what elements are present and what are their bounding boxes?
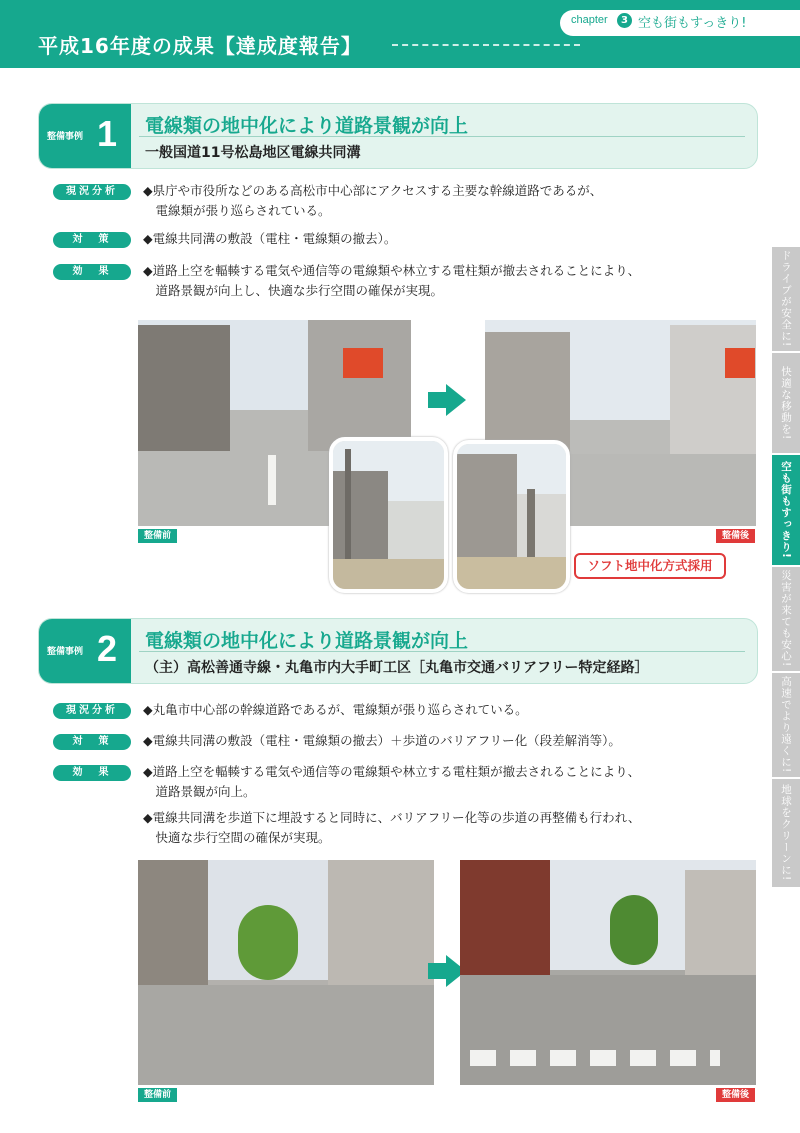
case1-measure-label: 対 策	[53, 232, 131, 248]
case1-analysis-text	[143, 181, 602, 221]
case1-arrow-shaft	[428, 392, 446, 408]
case2-effect-line: ◆電線共同溝を歩道下に埋設すると同時に、バリアフリー化等の歩道の再整備も行われ、	[143, 810, 641, 825]
case2-title-rule	[139, 651, 745, 652]
page-title: 平成16年度の成果【達成度報告】	[38, 34, 362, 58]
case2-effect-label: 効 果	[53, 765, 131, 781]
case2-before-photo	[138, 860, 434, 1085]
header-divider	[392, 44, 580, 46]
side-tab-clean-earth[interactable]: 地球をクリーンに!	[772, 779, 800, 887]
case1-tab-label: 整備事例	[47, 132, 84, 142]
case2-measure-line: ◆電線共同溝の敷設（電柱・電線類の撤去）＋歩道のバリアフリー化（段差解消等）。	[143, 733, 621, 748]
case2-after-photo	[460, 860, 756, 1085]
case1-arrow-icon	[446, 384, 466, 416]
case1-inset-after-photo	[453, 440, 570, 593]
case1-effect-text	[143, 261, 640, 301]
case1-measure-text	[143, 229, 396, 249]
case1-before-tag: 整備前	[138, 529, 177, 543]
case2-measure-text	[143, 731, 621, 751]
chapter-number: 3	[617, 13, 632, 28]
case2-before-tag: 整備前	[138, 1088, 177, 1102]
case2-number: 2	[97, 628, 118, 669]
case1-after-tag: 整備後	[716, 529, 755, 543]
case2-analysis-line: ◆丸亀市中心部の幹線道路であるが、電線類が張り巡らされている。	[143, 702, 528, 717]
case1-analysis-line: ◆県庁や市役所などのある高松市中心部にアクセスする主要な幹線道路であるが、	[143, 183, 603, 198]
case1-subtitle: 一般国道11号松島地区電線共同溝	[145, 145, 361, 161]
case2-effect-line: 快適な歩行空間の確保が実現。	[143, 830, 331, 845]
case2-tab-label: 整備事例	[47, 647, 84, 657]
case1-title: 電線類の地中化により道路景観が向上	[145, 115, 469, 137]
case2-arrow-shaft	[428, 963, 446, 979]
case2-effect-line: ◆道路上空を輻輳する電気や通信等の電線類や林立する電柱類が撤去されることにより、	[143, 764, 641, 779]
case2-analysis-label: 現況分析	[53, 703, 131, 719]
case2-subtitle: （主）高松善通寺線・丸亀市内大手町工区［丸亀市交通バリアフリー特定経路］	[145, 660, 649, 676]
case1-number: 1	[97, 113, 118, 154]
side-tab-disaster-safety[interactable]: 災害が来ても安心!	[772, 567, 800, 671]
case2-title: 電線類の地中化により道路景観が向上	[145, 630, 469, 652]
case2-measure-label: 対 策	[53, 734, 131, 750]
case1-banner	[38, 103, 758, 169]
case1-effect-label: 効 果	[53, 264, 131, 280]
case2-banner	[38, 618, 758, 684]
case1-effect-line: ◆道路上空を輻輳する電気や通信等の電線類や林立する電柱類が撤去されることにより、	[143, 263, 641, 278]
case2-tab	[39, 619, 131, 683]
case1-analysis-label: 現況分析	[53, 184, 131, 200]
case1-tab	[39, 104, 131, 168]
case2-effect-line: 道路景観が向上。	[143, 784, 256, 799]
case2-after-tag: 整備後	[716, 1088, 755, 1102]
chapter-label: chapter	[571, 14, 608, 26]
case1-analysis-line: 電線類が張り巡らされている。	[143, 203, 331, 218]
chapter-title: 空も街もすっきり!	[638, 16, 747, 31]
side-tab-highway-far[interactable]: 高速でより遠くに!	[772, 673, 800, 777]
side-tab-drive-safety[interactable]: ドライブが安全に!	[772, 247, 800, 351]
case1-effect-line: 道路景観が向上し、快適な歩行空間の確保が実現。	[143, 283, 444, 298]
case2-analysis-text	[143, 700, 528, 720]
soft-undergrounding-badge: ソフト地中化方式採用	[574, 553, 726, 579]
case2-effect-text	[143, 762, 640, 848]
case1-inset-before-photo	[329, 437, 448, 593]
side-tab-comfortable-travel[interactable]: 快適な移動を!	[772, 353, 800, 453]
side-tab-clean-sky-city[interactable]: 空も街もすっきり!	[772, 455, 800, 565]
case1-measure-line: ◆電線共同溝の敷設（電柱・電線類の撤去）。	[143, 231, 397, 246]
case1-title-rule	[139, 136, 745, 137]
